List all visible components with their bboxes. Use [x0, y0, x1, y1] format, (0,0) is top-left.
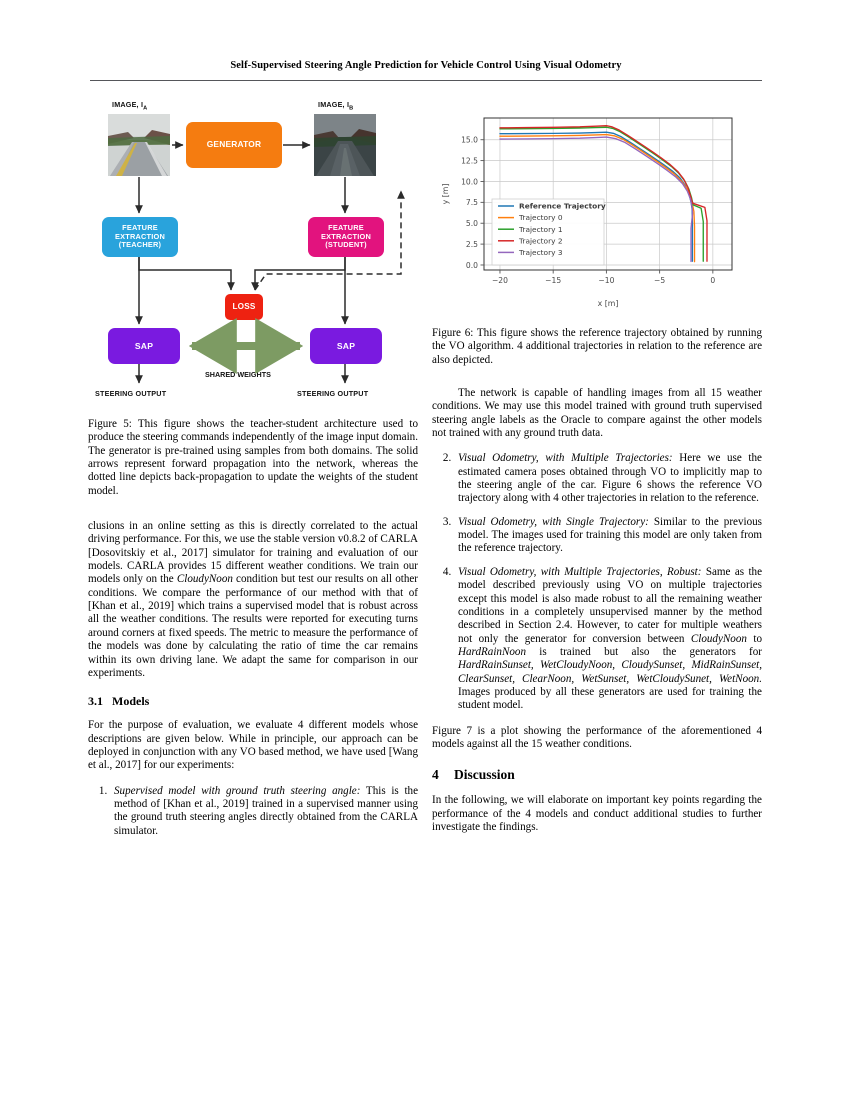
section-number: 3.1 [88, 694, 103, 709]
chart-legend [492, 199, 606, 265]
section-heading-models [88, 694, 418, 709]
svg-text:Trajectory 1: Trajectory 1 [519, 224, 563, 234]
svg-text:−20: −20 [491, 276, 508, 285]
right-paragraph-3: In the following, we will elaborate on important key points regarding the performance of the 4 models and conduct additional studies to further investigate the findings. [432, 794, 762, 833]
right-paragraph-2: Figure 7 is a plot showing the performance of the aforementioned 4 models against all the 15 weather conditions. [432, 724, 762, 750]
shared-weights-label: SHARED WEIGHTS [205, 370, 271, 379]
svg-text:−5: −5 [654, 276, 666, 285]
image-b-label: IMAGE, $I_B$ [318, 100, 354, 112]
svg-text:0: 0 [710, 276, 716, 285]
model-item-1: 1. Supervised model with ground truth steering angle: This is the method of [Khan et al., 2019] trained in a supervised manner using the ground truth steering angles directly obtained from the CARLA simulator. [110, 785, 418, 838]
model-item-2: 2. Visual Odometry, with Multiple Trajectories: Here we use the estimated camera poses obtained through VO to implicitly map to the steering angle of the car. Figure 6 shows the reference VO trajectory along with 4 other trajectories in relation to the reference. [454, 452, 762, 505]
svg-text:−15: −15 [545, 276, 562, 285]
discussion-number: 4 [432, 767, 439, 783]
sap-left-box: SAP [108, 328, 180, 364]
models-list-right [432, 452, 762, 712]
running-head: Self-Supervised Steering Angle Prediction for Vehicle Control Using Visual Odometry [230, 60, 622, 71]
figure6-caption: Figure 6: This figure shows the reference trajectory obtained by running the VO algorithm. 4 additional trajectories in relation to the reference are also depicted. [432, 327, 762, 366]
y-axis-label: y [m] [441, 183, 450, 205]
right-column [432, 96, 762, 843]
left-paragraph-1: clusions in an online setting as this is directly correlated to the actual driving performance. For this, we use the stable version v0.8.2 of CARLA [Dosovitskiy et al., 2017] simulator for training and evaluation of our models. CARLA provides 15 different weather conditions. We train our models only on the CloudyNoon condition but test our results on all other conditions. We compare the performance of our method with that of [Khan et al., 2019] which trains a supervised model that is robust across all the weather conditions. The results were reported for executing turns around corners at fixed speeds. The metric to measure the performance of the models was done by calculating the ratio of time the car remains within its own driving lane. We adapt the same for comparison in our experiments. [88, 520, 418, 679]
svg-text:15.0: 15.0 [461, 135, 478, 145]
svg-text:−10: −10 [598, 276, 615, 285]
sap-right-box: SAP [310, 328, 382, 364]
svg-text:Trajectory 0: Trajectory 0 [519, 213, 563, 223]
feature-extraction-teacher-box: FEATURE EXTRACTION (TEACHER) [102, 217, 178, 257]
header-rule [90, 80, 762, 81]
figure5-architecture-diagram [88, 98, 418, 408]
svg-text:5.0: 5.0 [465, 219, 478, 229]
svg-text:7.5: 7.5 [465, 198, 478, 208]
svg-text:0.0: 0.0 [465, 260, 478, 270]
svg-text:Trajectory 2: Trajectory 2 [519, 236, 563, 246]
loss-box: LOSS [225, 294, 263, 320]
models-list-left [88, 785, 418, 838]
feature-extraction-student-box: FEATURE EXTRACTION (STUDENT) [308, 217, 384, 257]
right-paragraph-1: The network is capable of handling images from all 15 weather conditions. We may use this model trained with ground truth supervised steering angle labels as the Oracle to compare against the other models not trained with any ground truth data. [432, 387, 762, 440]
diagram-connectors [88, 98, 418, 408]
figure6-trajectory-plot [432, 104, 762, 319]
image-a-label: IMAGE, $I_A$ [112, 100, 148, 112]
section-heading-discussion [432, 767, 762, 783]
svg-text:2.5: 2.5 [465, 239, 478, 249]
steering-output-right-label: STEERING OUTPUT [297, 389, 369, 398]
x-axis-label: x [m] [597, 299, 619, 308]
discussion-title: Discussion [454, 767, 515, 783]
svg-text:Trajectory 3: Trajectory 3 [519, 248, 563, 257]
trajectory-chart [432, 104, 762, 319]
model-item-4: 4. Visual Odometry, with Multiple Trajectories, Robust: Same as the model described previously using VO on multiple trajectories except this model is also made robust to all the remaining weather conditions in a completely unsupervised manner by the method described in Section 2.4. However, to cater for multiple weathers not only the generator for conversion between CloudyNoon to HardRainNoon is trained but also the generators for HardRainSunset, WetCloudyNoon, CloudySunset, MidRainSunset, ClearSunset, ClearNoon, WetSunset, WetCloudySunet, WetNoon. Images produced by all these generators are used for training the student model. [454, 566, 762, 713]
generator-box: GENERATOR [186, 122, 282, 168]
left-paragraph-2: For the purpose of evaluation, we evaluate 4 different models whose descriptions are given below. While in principle, our approach can be deployed in conjunction with any VO based method, we have used [Wang et al., 2017] for our experiments: [88, 719, 418, 772]
model-item-3: 3. Visual Odometry, with Single Trajectory: Similar to the previous model. The images used for training this model are only taken from the reference trajectory. [454, 516, 762, 556]
svg-text:12.5: 12.5 [461, 156, 478, 166]
left-column [88, 96, 418, 848]
svg-text:Reference Trajectory: Reference Trajectory [519, 201, 606, 211]
section-title: Models [112, 694, 150, 709]
steering-output-left-label: STEERING OUTPUT [95, 389, 167, 398]
svg-text:10.0: 10.0 [461, 177, 478, 187]
figure5-caption: Figure 5: This figure shows the teacher-student architecture used to produce the steering commands independently of the image input domain. The generator is pre-trained using samples from both domains. The solid arrows represent forward propagation into the network, whereas the dotted line depicts back-propagation to update the weights of the student model. [88, 418, 418, 497]
